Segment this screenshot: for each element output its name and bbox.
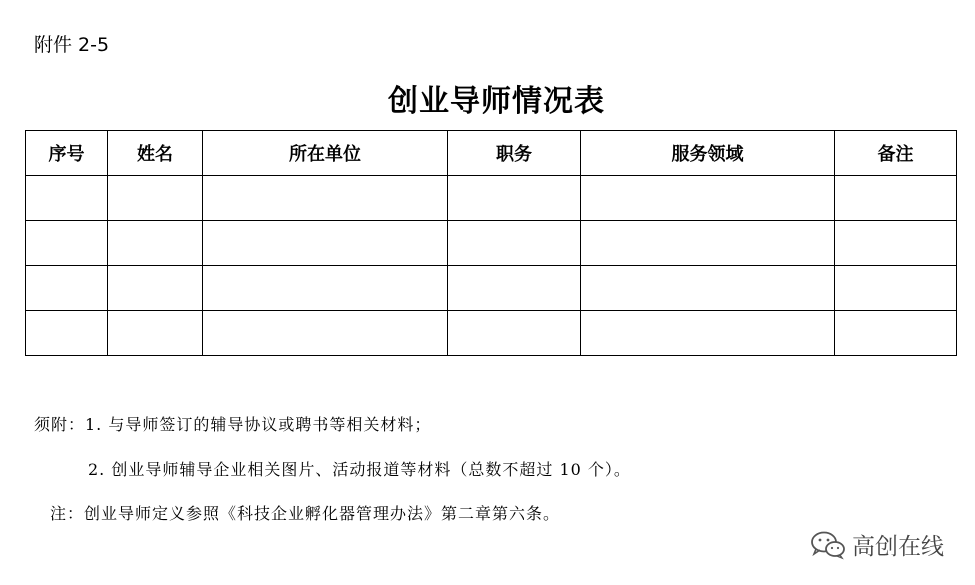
watermark bbox=[810, 528, 944, 561]
attachment-label: 附件 2-5 bbox=[34, 34, 110, 56]
table-cell bbox=[203, 311, 448, 356]
header-position: 职务 bbox=[448, 131, 581, 176]
table-cell bbox=[581, 221, 835, 266]
table-cell bbox=[108, 221, 203, 266]
note-attachment-1: 须附：1. 与导师签订的辅导协议或聘书等相关材料； bbox=[34, 415, 432, 434]
table-row bbox=[26, 221, 957, 266]
table-cell bbox=[448, 221, 581, 266]
table-cell bbox=[581, 311, 835, 356]
table-cell bbox=[108, 266, 203, 311]
table-cell bbox=[108, 311, 203, 356]
header-organization: 所在单位 bbox=[203, 131, 448, 176]
table-cell bbox=[26, 176, 108, 221]
table-cell bbox=[835, 266, 957, 311]
table-cell bbox=[448, 266, 581, 311]
table-row bbox=[26, 176, 957, 221]
table-cell bbox=[26, 311, 108, 356]
header-index: 序号 bbox=[26, 131, 108, 176]
table-cell bbox=[203, 266, 448, 311]
table-cell bbox=[26, 266, 108, 311]
table-cell bbox=[203, 176, 448, 221]
table-cell bbox=[108, 176, 203, 221]
wechat-icon bbox=[810, 530, 846, 560]
table-row bbox=[26, 266, 957, 311]
header-service-field: 服务领域 bbox=[581, 131, 835, 176]
note-definition: 注：创业导师定义参照《科技企业孵化器管理办法》第二章第六条。 bbox=[50, 504, 561, 523]
table-cell bbox=[448, 311, 581, 356]
header-name: 姓名 bbox=[108, 131, 203, 176]
table-cell bbox=[581, 266, 835, 311]
table-cell bbox=[203, 221, 448, 266]
table-header-row bbox=[26, 131, 957, 176]
table-cell bbox=[26, 221, 108, 266]
page-title: 创业导师情况表 bbox=[388, 84, 605, 119]
mentor-table bbox=[25, 130, 957, 356]
table-cell bbox=[835, 176, 957, 221]
table-row bbox=[26, 311, 957, 356]
note-attachment-2: 2. 创业导师辅导企业相关图片、活动报道等材料（总数不超过 10 个）。 bbox=[88, 460, 631, 479]
table-cell bbox=[448, 176, 581, 221]
watermark-text: 高创在线 bbox=[852, 534, 944, 560]
table-cell bbox=[835, 221, 957, 266]
header-remarks: 备注 bbox=[835, 131, 957, 176]
table-cell bbox=[581, 176, 835, 221]
table-cell bbox=[835, 311, 957, 356]
